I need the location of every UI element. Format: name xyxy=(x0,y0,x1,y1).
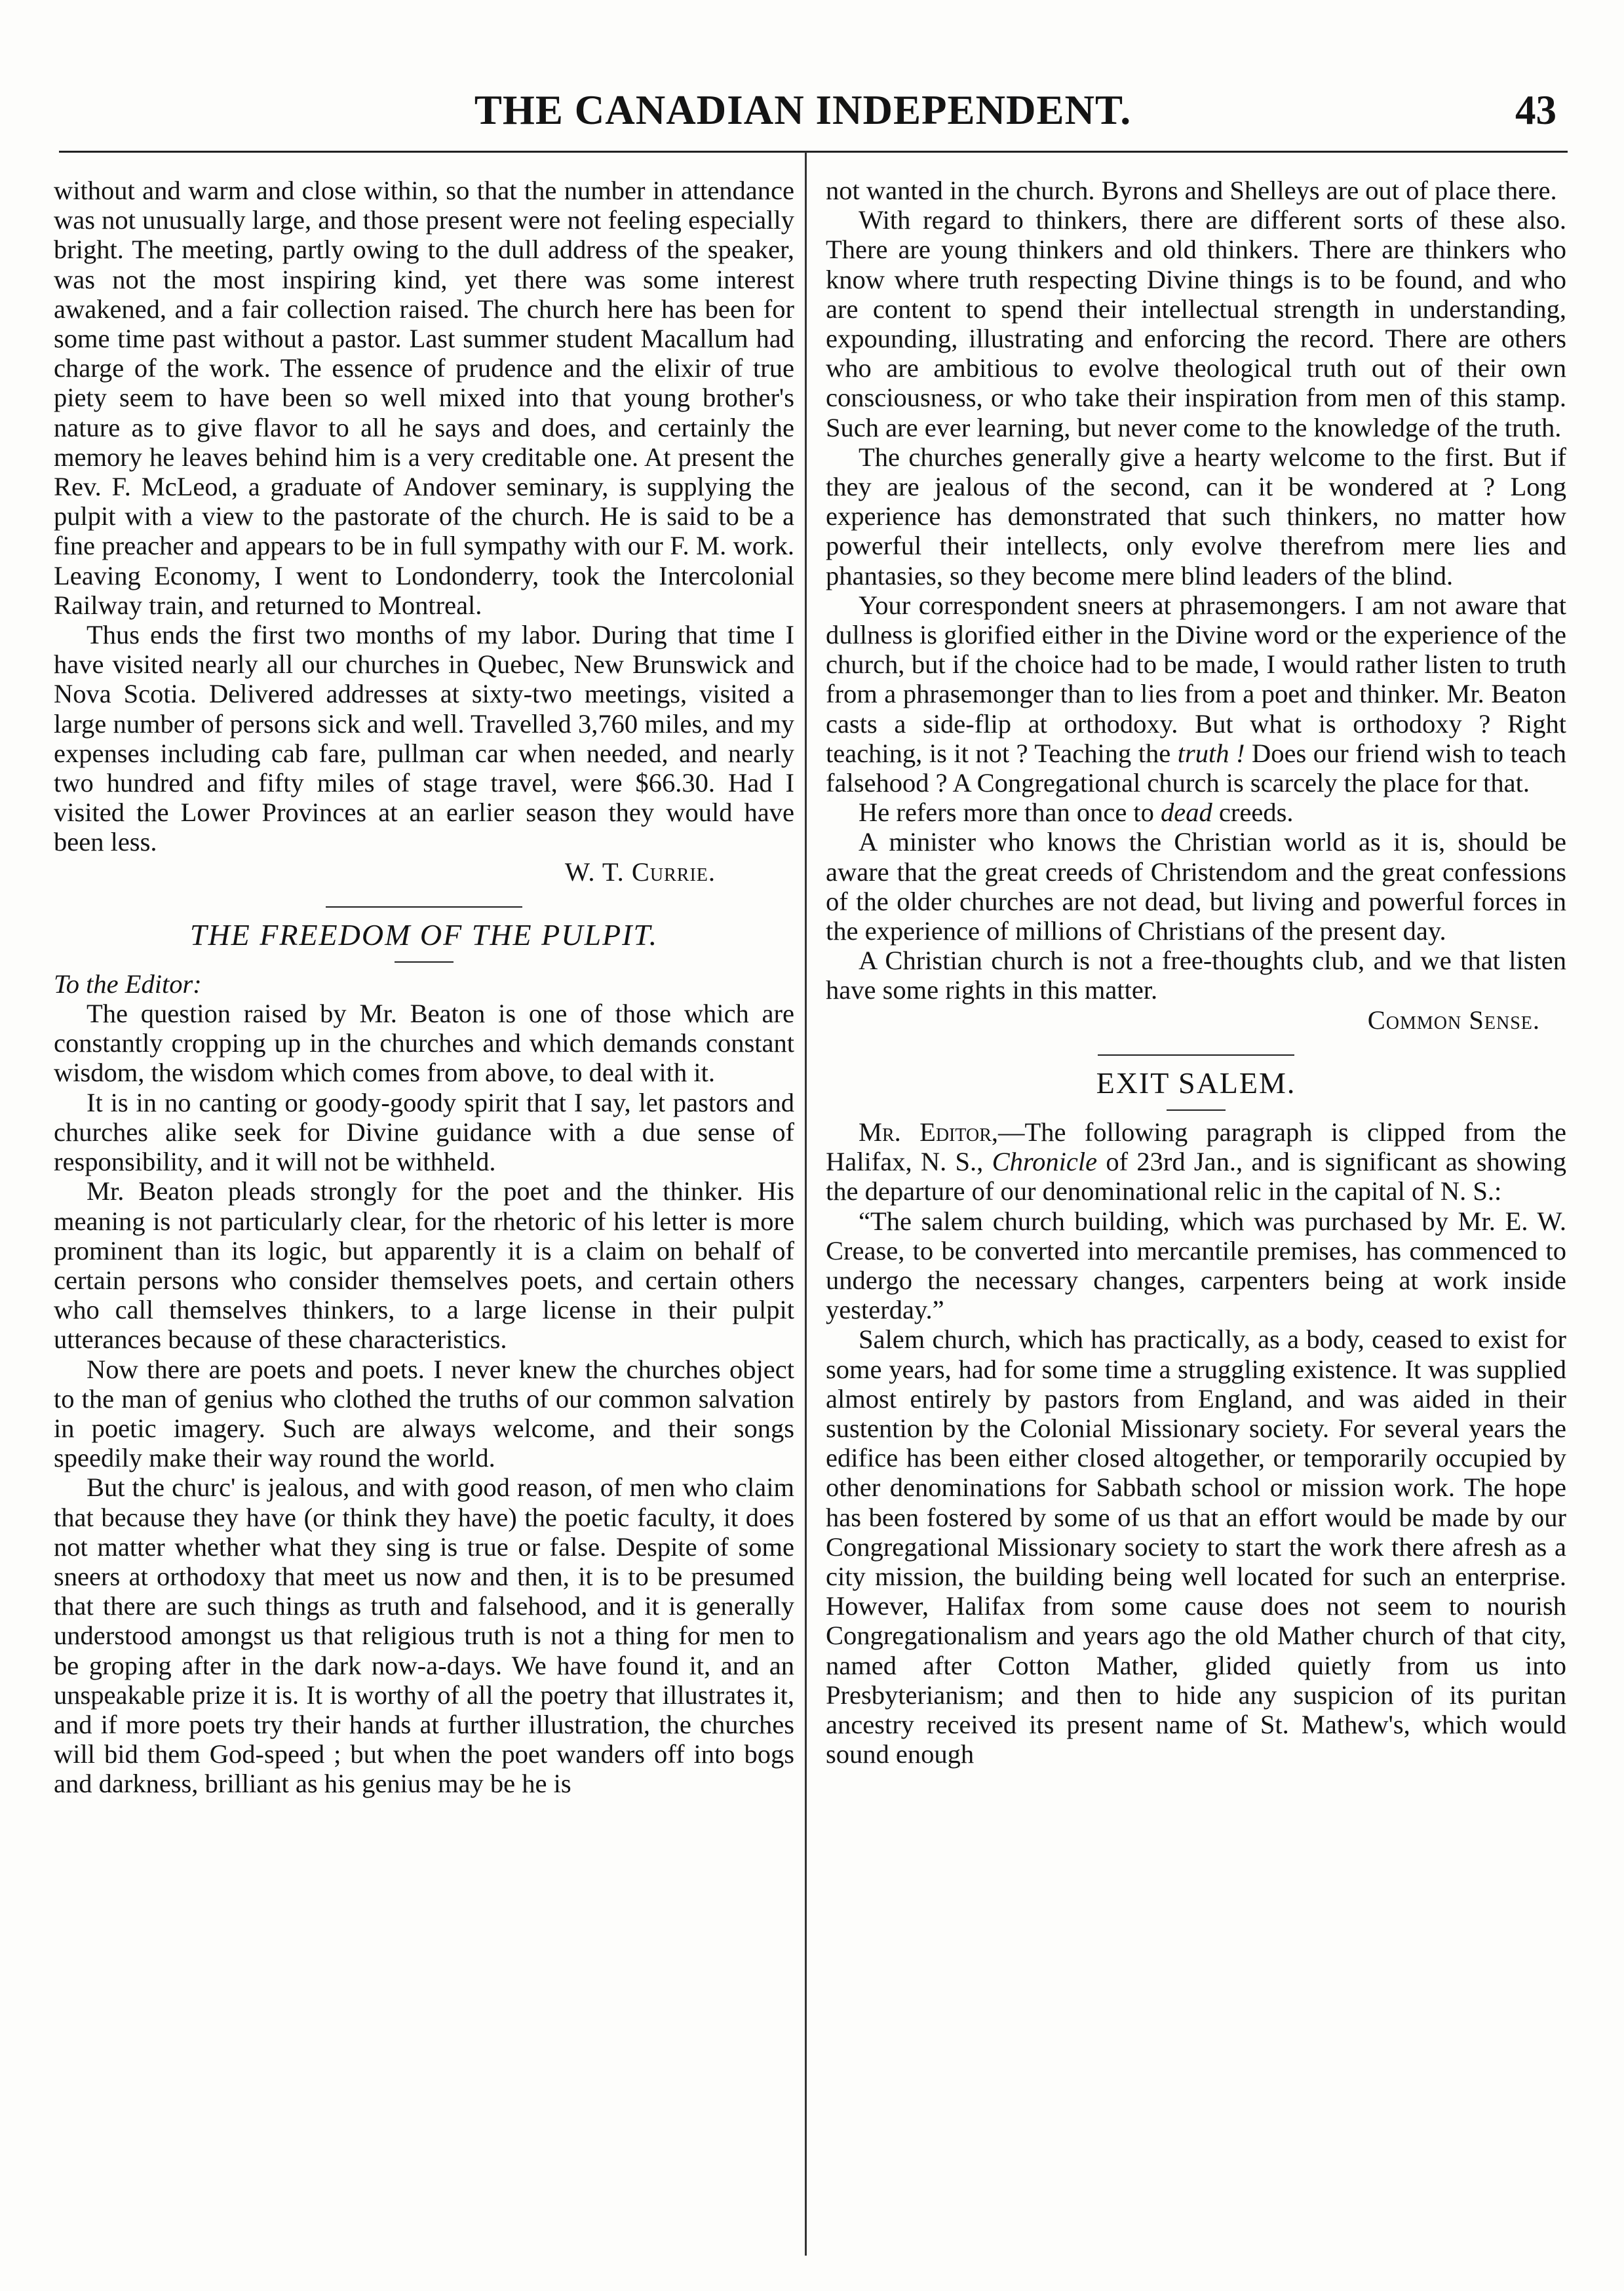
paragraph: It is in no canting or goody-goody spirit that I say, let pastors and churches alike seek for Divine guidance with a due sense of responsibility, and it will not be withheld. xyxy=(54,1087,794,1177)
paragraph: But the churc' is jealous, and with good reason, of men who claim that because they have (or think they have) the poetic faculty, it does not matter whether what they sing is true or false. Despite of some sneers at orthodoxy that meet us now and then, it is to be presumed that there are such things as truth and falsehood, and it is generally understood amongst us that religious truth is not a thing for men to be groping after in the dark now-a-days. We have found it, and an unspeakable prize it is. It is worthy of all the poetry that illustrates it, and if more poets try their hands at further illustration, the churches will bid them God-speed ; but when the poet wanders off into bogs and darkness, brilliant as his genius may be he is xyxy=(54,1473,794,1799)
salutation: Mr. Editor, xyxy=(859,1117,999,1147)
paragraph xyxy=(826,798,1566,827)
section-rule xyxy=(326,906,522,908)
paragraph: Thus ends the first two months of my labor. During that time I have visited nearly all our churches in Quebec, New Brunswick and Nova Scotia. Delivered addresses at sixty-two meetings, visited a large number of persons sick and well. Travelled 3,760 miles, and my expenses including cab fare, pullman car when needed, and nearly two hundred and fifty miles of stage travel, were $66.30. Had I visited the Lower Provinces at an earlier season they would have been less. xyxy=(54,620,794,857)
title-rule xyxy=(1167,1109,1226,1111)
article-title: EXIT SALEM. xyxy=(1096,1066,1296,1100)
paragraph: Salem church, which has practically, as a body, ceased to exist for some years, had for some time a struggling existence. It was supplied almost entirely by pastors from England, and was aided in their sustention by the Colonial Missionary society. For several years the edifice has been either closed altogether, or temporarily occupied by other denominations for Sabbath school or mission work. The hope has been fostered by some of us that an effort would be made by our Congregational Missionary society to start the work there afresh as a city mission, the building being well located for such an enterprise. However, Halifax from some cause does not seem to nourish Congregationalism and years ago the old Mather church of that city, named after Cotton Mather, glided quietly from us into Presbyterianism; and then to hide any suspicion of its puritan ancestry received its present name of St. Mathew's, which would sound enough xyxy=(826,1324,1566,1769)
paragraph: A minister who knows the Christian world as it is, should be aware that the great creeds of Christendom and the great confessions of the older churches are not dead, but living and powerful forces in the experience of millions of Christians of the present day. xyxy=(826,827,1566,946)
paragraph: The churches generally give a hearty welcome to the first. But if they are jealous of the second, can it be wondered at ? Long experience has demonstrated that such thinkers, no matter how powerful their intellects, only evolve therefrom mere lies and phantasies, so they become mere blind leaders of the blind. xyxy=(826,442,1566,590)
paragraph: without and warm and close within, so that the number in attendance was not unusually large, and those present were not feeling especially bright. The meeting, partly owing to the dull address of the speaker, was not the most inspiring kind, yet there was some interest awakened, and a fair collection raised. The church here has been for some time past without a pastor. Last summer student Macallum had charge of the work. The essence of prudence and the elixir of true piety seem to have been so well mixed into that young brother's nature as to give flavor to all he says and does, and certainly the memory he leaves behind him is a very creditable one. At present the Rev. F. McLeod, a graduate of Andover seminary, is supplying the pulpit with a view to the pastorate of the church. He is said to be a fine preacher and appears to be in full sympathy with our F. M. work. Leaving Economy, I went to Londonderry, took the Intercolonial Railway train, and returned to Montreal. xyxy=(54,176,794,620)
paragraph: not wanted in the church. Byrons and Shelleys are out of place there. xyxy=(826,176,1557,205)
text-run: of 23rd Jan., and is significant as showing the departure of our denominational relic in the capital of N. S.: xyxy=(826,1147,1567,1206)
column-divider xyxy=(805,152,807,2256)
text-run: Does our friend wish to teach falsehood ? A Congregational church is scarcely the place for that. xyxy=(826,738,1566,798)
right-column xyxy=(826,176,1566,1769)
paragraph xyxy=(826,590,1566,798)
article-title: THE FREEDOM OF THE PULPIT. xyxy=(189,917,659,952)
section-rule xyxy=(1098,1054,1294,1056)
quoted-paragraph: “The salem church building, which was purchased by Mr. E. W. Crease, to be converted into mercantile premises, has commenced to undergo the necessary changes, carpenters being at work inside yesterday.” xyxy=(826,1206,1566,1325)
text-run: He refers more than once to xyxy=(859,798,1161,828)
paragraph xyxy=(826,1117,1566,1206)
signature: Common Sense. xyxy=(1367,1005,1540,1035)
paragraph: Now there are poets and poets. I never knew the churches object to the man of genius who clothed the truths of our common salvation in poetic imagery. Such are always welcome, and their songs speedily make their way round the world. xyxy=(54,1354,794,1473)
signature: W. T. Currie. xyxy=(564,857,716,887)
header-rule xyxy=(59,151,1568,153)
left-column xyxy=(54,176,794,1799)
paragraph: With regard to thinkers, there are different sorts of these also. There are young thinkers and old thinkers. There are thinkers who know where truth respecting Divine things is to be found, and who are content to spend their intellectual strength in understanding, expounding, illustrating and enforcing the record. There are others who are ambitious to evolve theological truth out of their own consciousness, or who take their inspiration from men of this stamp. Such are ever learning, but never come to the knowledge of the truth. xyxy=(826,205,1566,442)
running-title: THE CANADIAN INDEPENDENT. xyxy=(474,87,1132,133)
paragraph: A Christian church is not a free-thoughts club, and we that listen have some rights in this matter. xyxy=(826,946,1566,1005)
page-header xyxy=(0,0,1624,151)
italic-run: Chronicle xyxy=(992,1147,1098,1177)
paragraph: The question raised by Mr. Beaton is one of those which are constantly cropping up in the churches and which demands constant wisdom, the wisdom which comes from above, to deal with it. xyxy=(54,999,794,1088)
page-number: 43 xyxy=(1515,87,1556,133)
salutation: To the Editor: xyxy=(54,969,202,999)
italic-run: dead xyxy=(1161,798,1212,828)
italic-run: truth ! xyxy=(1177,738,1245,768)
title-rule xyxy=(395,961,454,963)
paragraph: Mr. Beaton pleads strongly for the poet and the thinker. His meaning is not particularly clear, for the rhetoric of his letter is more prominent than its logic, but apparently it is a claim on behalf of certain persons who consider themselves poets, and certain others who call themselves thinkers, to a large license in their pulpit utterances because of these characteristics. xyxy=(54,1176,794,1355)
text-run: creeds. xyxy=(1212,798,1294,828)
text-run: Your correspondent sneers at phrasemongers. I am not aware that dullness is glorified either in the Divine word or the experience of the church, but if the choice had to be made, I would rather listen to truth from a phrasemonger than to lies from a poet and thinker. Mr. Beaton casts a side-flip at orthodoxy. But what is orthodoxy ? Right teaching, is it not ? Teaching the xyxy=(826,590,1566,768)
text-run: —The following paragraph is clipped from the Halifax, N. S., xyxy=(826,1117,1567,1177)
